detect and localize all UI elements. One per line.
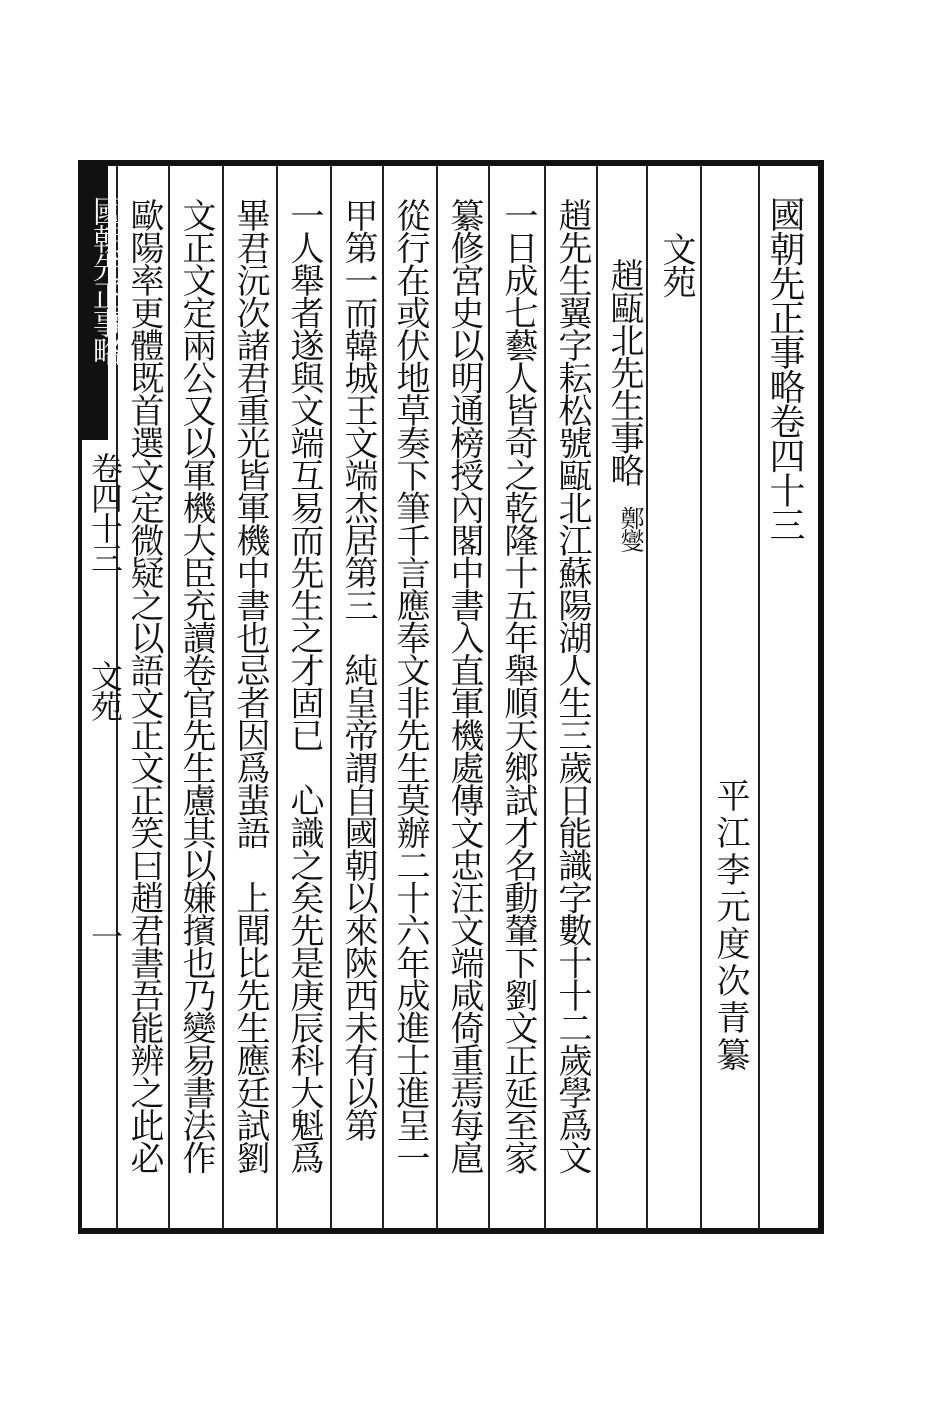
body-column: 畢君沅次諸君重光皆軍機中書也忌者因爲蜚語 上聞比先生應廷試劉 xyxy=(230,198,270,1173)
column-rule xyxy=(222,166,224,1228)
column-rule xyxy=(330,166,332,1228)
column-rule xyxy=(382,166,384,1228)
compiler-credit: 平江李元度次青纂 xyxy=(710,778,750,1074)
column-rule xyxy=(276,166,278,1228)
attached-name: 鄭燮 xyxy=(616,506,644,551)
spine-page-number: 一 xyxy=(86,920,124,950)
column-rule xyxy=(646,166,648,1228)
body-column: 甲第一而韓城王文端杰居第三 純皇帝謂自國朝以來陝西未有以第 xyxy=(338,198,378,1141)
frame-right-border xyxy=(818,160,824,1234)
column-rule xyxy=(436,166,438,1228)
body-column: 趙先生翼字耘松號甌北江蘇陽湖人生三歲日能識字數十十二歲學爲文 xyxy=(552,198,592,1173)
entry-title: 趙甌北先生事略 xyxy=(604,258,644,486)
body-column: 一日成七藝人皆奇之乾隆十五年舉順天鄉試才名動輦下劉文正延至家 xyxy=(498,198,538,1173)
body-column: 從行在或伏地草奏下筆千言應奉文非先生莫辦二十六年成進士進呈一 xyxy=(390,198,430,1173)
book-title: 國朝先正事略卷四十三 xyxy=(764,196,805,541)
column-rule xyxy=(700,166,702,1228)
column-rule xyxy=(488,166,490,1228)
frame-top-border xyxy=(78,160,822,166)
column-rule xyxy=(544,166,546,1228)
section-category: 文苑 xyxy=(656,232,696,297)
spine-volume: 卷四十三 xyxy=(86,452,124,572)
spine-category: 文苑 xyxy=(86,660,124,720)
frame-bottom-border xyxy=(78,1228,822,1234)
body-column: 文正文定兩公又以軍機大臣充讀卷官先生慮其以嫌擯也乃變易書法作 xyxy=(176,198,216,1173)
body-column: 纂修宮史以明通榜授內閣中書入直軍機處傳文忠汪文端咸倚重焉每扈 xyxy=(444,198,484,1173)
body-column: 歐陽率更體既首選文定微疑之以語文正文正笑曰趙君書吾能辨之此必 xyxy=(124,198,164,1173)
column-rule xyxy=(168,166,170,1228)
column-rule xyxy=(758,166,760,1228)
body-column: 一人舉者遂與文端互易而先生之才固已 心識之矣先是庚辰科大魁爲 xyxy=(284,198,324,1173)
column-rule xyxy=(596,166,598,1228)
spine-title: 國朝先正事略 xyxy=(87,196,122,364)
